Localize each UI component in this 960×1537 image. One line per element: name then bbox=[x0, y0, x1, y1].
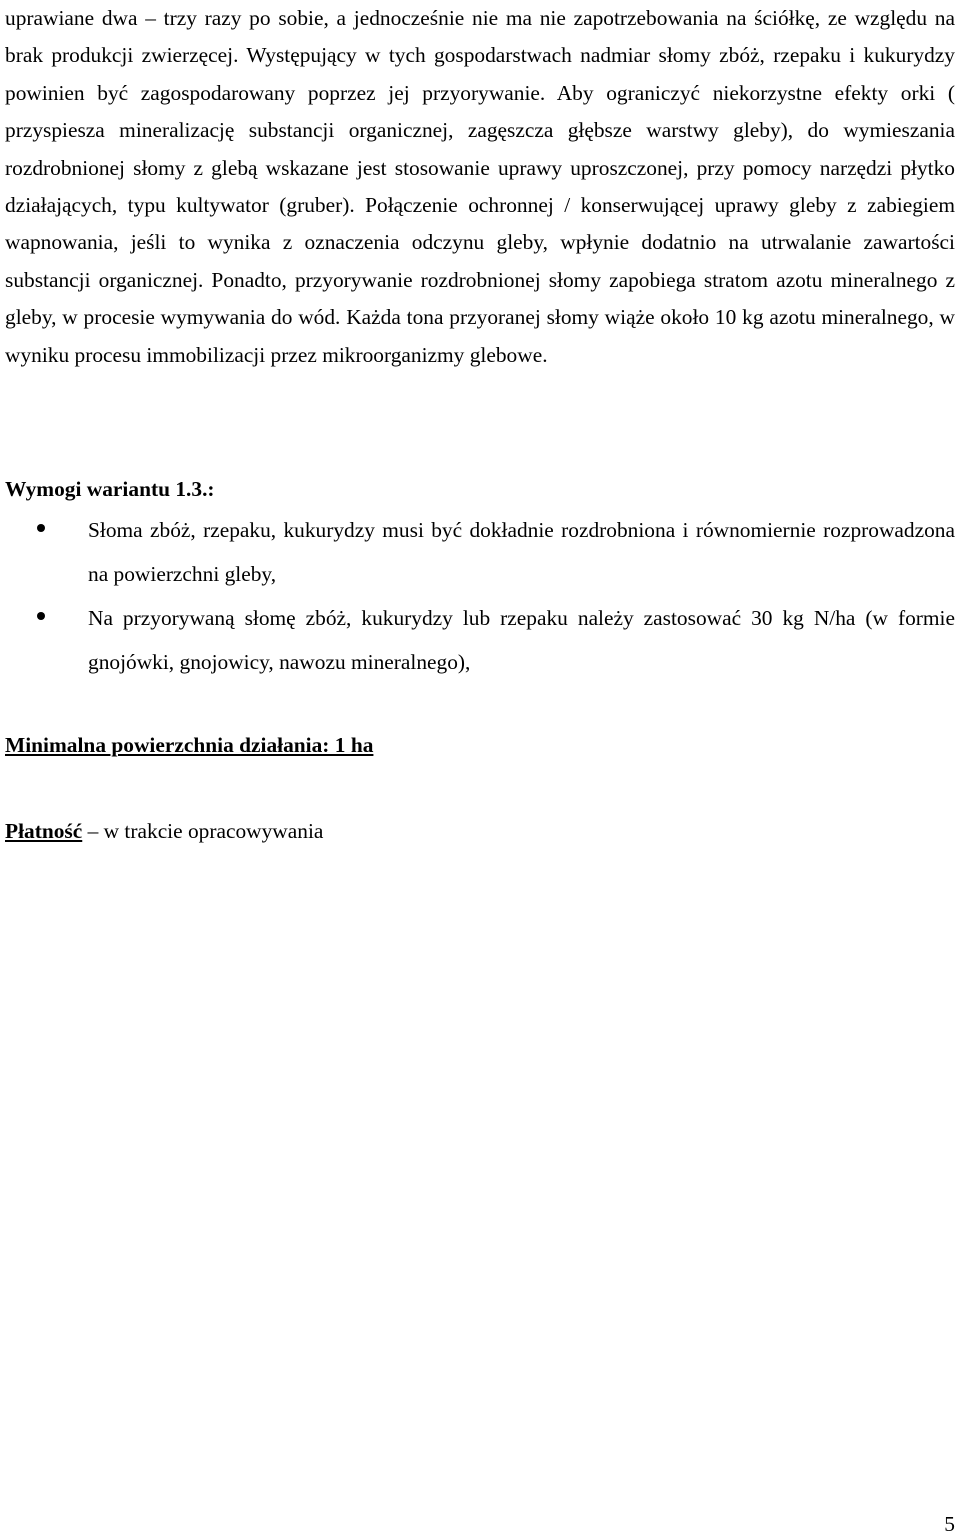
payment-line bbox=[5, 817, 323, 845]
bullet-icon bbox=[37, 612, 45, 620]
body-paragraph: uprawiane dwa – trzy razy po sobie, a jednocześnie nie ma nie zapotrzebowania na ściółkę, ze względu na brak produkcji zwierzęcej. Występujący w tych gospodarstwach nadmiar słomy zbóż, rzepaku i kukurydzy powinien być zagospodarowany poprzez jej przyorywanie. Aby ograniczyć niekorzystne efekty orki ( przyspiesza mineralizację substancji organicznej, zagęszcza głębsze warstwy gleby), do wymieszania rozdrobnionej słomy z glebą wskazane jest stosowanie uprawy uproszczonej, przy pomocy narzędzi płytko działających, typu kultywator (gruber). Połączenie ochronnej / konserwującej uprawy gleby z zabiegiem wapnowania, jeśli to wynika z oznaczenia odczynu gleby, wpłynie dodatnio na utrwalanie zawartości substancji organicznej. Ponadto, przyorywanie rozdrobnionej słomy zapobiega stratom azotu mineralnego z gleby, w procesie wymywania do wód. Każda tona przyoranej słomy wiąże około 10 kg azotu mineralnego, w wyniku procesu immobilizacji przez mikroorganizmy glebowe. bbox=[5, 6, 955, 367]
list-item bbox=[0, 596, 955, 684]
payment-label: Płatność bbox=[5, 819, 83, 843]
list-item-text: Słoma zbóż, rzepaku, kukurydzy musi być dokładnie rozdrobniona i równomiernie rozprowadzona na powierzchni gleby, bbox=[88, 518, 955, 586]
payment-text: – w trakcie opracowywania bbox=[82, 819, 324, 843]
requirements-heading: Wymogi wariantu 1.3.: bbox=[5, 477, 215, 501]
page-number: 5 bbox=[944, 1512, 955, 1536]
list-item bbox=[0, 508, 955, 596]
requirements-list bbox=[0, 508, 960, 684]
list-item-text: Na przyorywaną słomę zbóż, kukurydzy lub rzepaku należy zastosować 30 kg N/ha (w formie gnojówki, gnojowicy, nawozu mineralnego), bbox=[88, 606, 955, 674]
bullet-icon bbox=[37, 524, 45, 532]
minimum-area-heading: Minimalna powierzchnia działania: 1 ha bbox=[5, 733, 374, 757]
